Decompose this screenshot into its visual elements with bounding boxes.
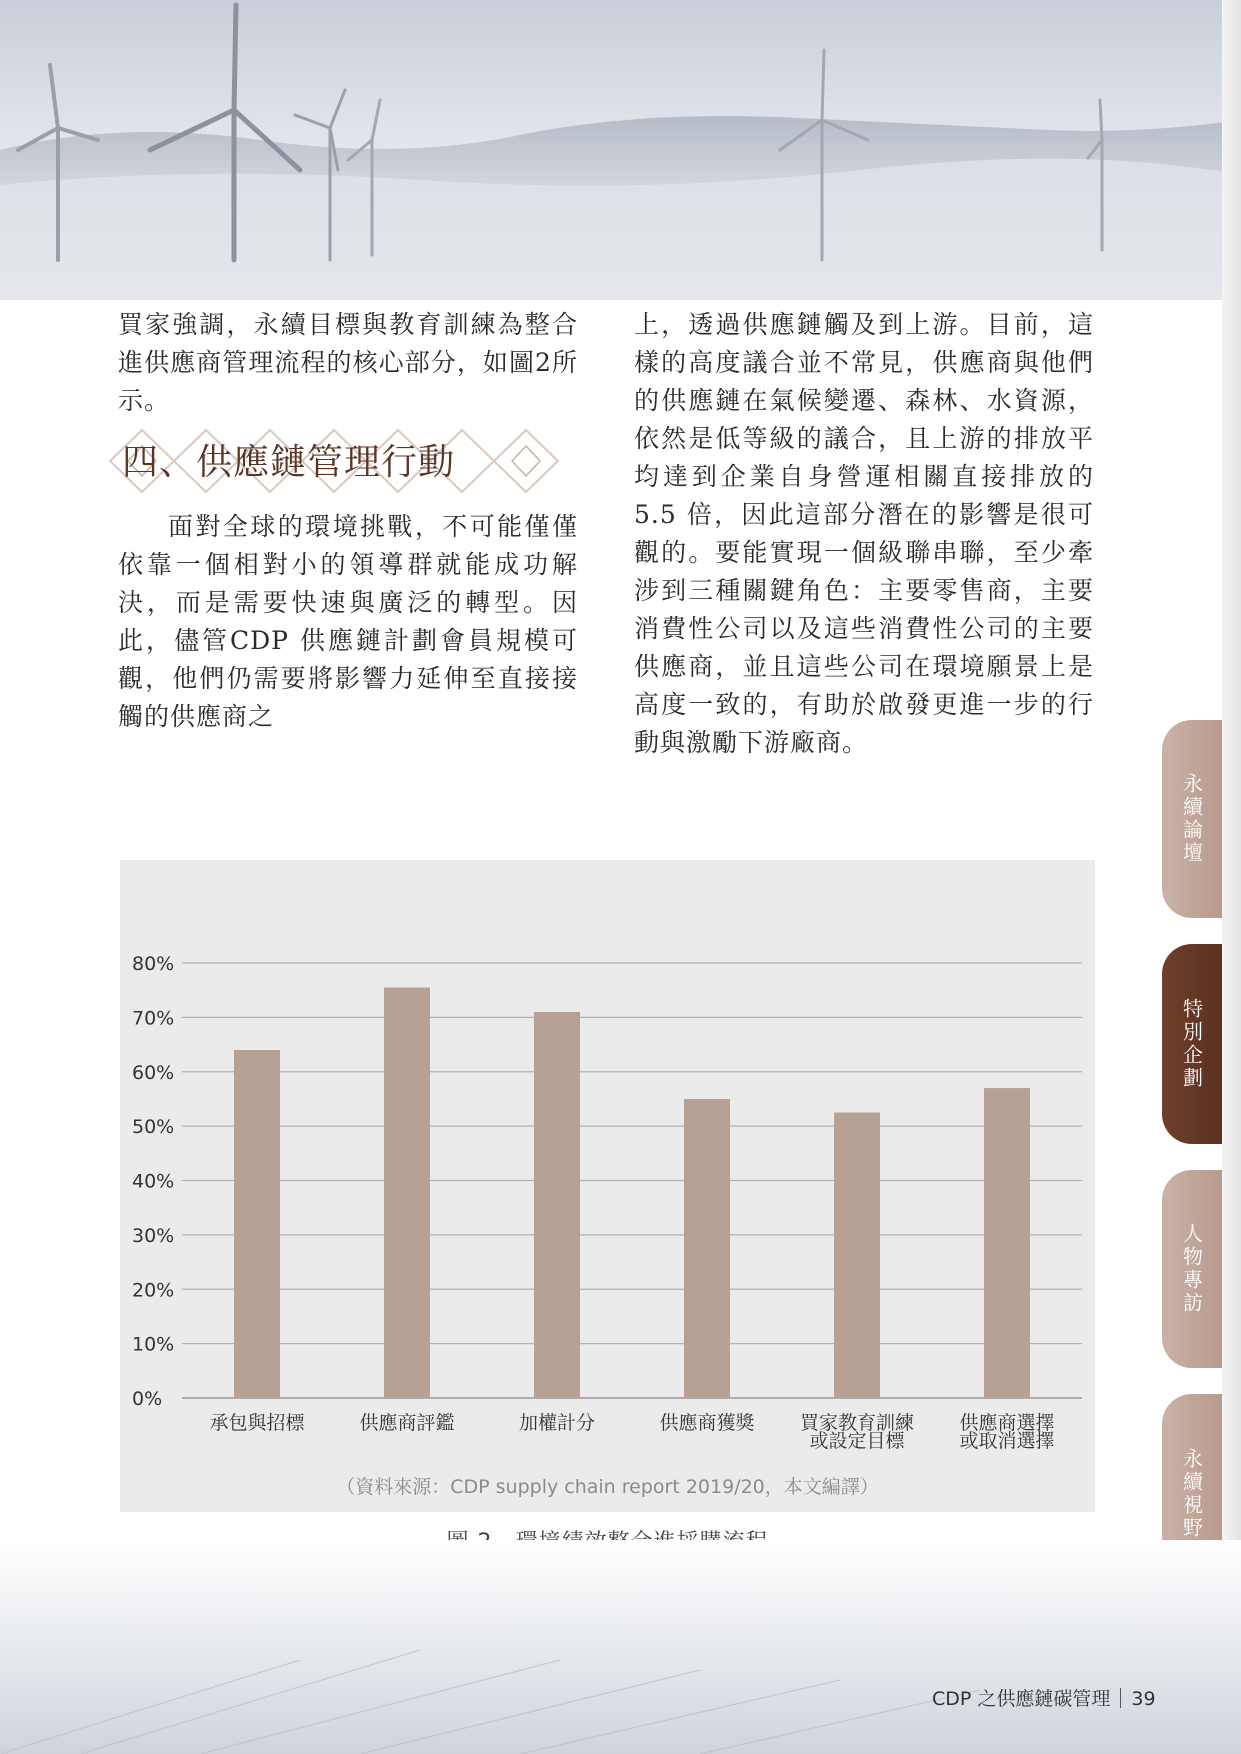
y-tick-label: 50%	[132, 1116, 175, 1139]
intro-paragraph: 買家強調，永續目標與教育訓練為整合進供應商管理流程的核心部分，如圖2所示。	[118, 310, 578, 415]
section-title: 四、供應鏈管理行動	[122, 442, 456, 483]
bar	[684, 1099, 730, 1398]
body-paragraph-continued: 上，透過供應鏈觸及到上游。目前，這樣的高度議合並不常見，供應商與他們的供應鏈在氣候變遷、森林、水資源，依然是低等級的議合，且上游的排放平均達到企業自身營運相關直接排放的 5.5 倍，因此這部分潛在的影響是很可觀的。要能實現一個級聯串聯，至少牽涉到三種關鍵角色：主要零售商，主要消費性公司以及這些消費性公司的主要供應商，並且這些公司在環境願景上是高度一致的，有助於啟發更進一步的行動與激勵下游廠商。	[634, 310, 1094, 757]
y-tick-label: 80%	[132, 953, 175, 975]
y-tick-label: 40%	[132, 1170, 175, 1193]
y-tick-label: 10%	[132, 1333, 175, 1356]
bar	[534, 1012, 580, 1398]
x-category-label: 或設定目標	[809, 1430, 905, 1452]
running-footer-title: CDP 之供應鏈碳管理	[932, 1688, 1111, 1710]
running-footer	[932, 1684, 1156, 1711]
x-category-label: 供應商選擇	[959, 1412, 1055, 1434]
side-tab-label: 永續視野	[1179, 1448, 1204, 1540]
side-tab-sustainability-forum[interactable]	[1162, 720, 1222, 918]
bar	[384, 987, 430, 1398]
bar	[984, 1088, 1030, 1398]
bar-chart	[120, 860, 1095, 1512]
y-tick-label: 70%	[132, 1007, 175, 1030]
side-tab-label: 人物專訪	[1179, 1223, 1204, 1315]
x-category-label: 承包與招標	[209, 1412, 305, 1434]
section-heading	[108, 424, 578, 498]
left-column-body	[118, 508, 578, 736]
right-column-body	[634, 306, 1094, 762]
side-tab-label: 特別企劃	[1179, 998, 1204, 1090]
chart-source-note: （資料來源：CDP supply chain report 2019/20，本文編譯）	[336, 1476, 879, 1498]
side-tab-special-feature[interactable]	[1162, 944, 1222, 1144]
bar	[834, 1113, 880, 1398]
y-tick-label: 20%	[132, 1279, 175, 1302]
x-category-label: 加權計分	[518, 1412, 596, 1434]
x-category-label: 供應商評鑑	[359, 1412, 455, 1434]
y-tick-label: 60%	[132, 1061, 175, 1084]
side-tab-interview[interactable]	[1162, 1170, 1222, 1368]
page-edge-strip	[1222, 0, 1241, 1754]
footer-decorative-image	[0, 1540, 1241, 1754]
bar-chart-svg	[120, 860, 1095, 1460]
x-category-label: 供應商獲獎	[659, 1412, 755, 1434]
x-category-label: 買家教育訓練	[799, 1412, 915, 1434]
header-landscape-image	[0, 0, 1241, 300]
x-category-label: 或取消選擇	[959, 1430, 1055, 1452]
y-tick-label: 30%	[132, 1224, 175, 1247]
page-number: 39	[1131, 1688, 1156, 1710]
left-column-intro	[118, 306, 578, 420]
y-tick-label: 0%	[132, 1388, 163, 1410]
bar	[234, 1050, 280, 1398]
footer-divider	[1120, 1688, 1121, 1708]
side-tab-label: 永續論壇	[1179, 773, 1204, 865]
body-paragraph: 面對全球的環境挑戰，不可能僅僅依靠一個相對小的領導群就能成功解決，而是需要快速與廣泛的轉型。因此，儘管CDP 供應鏈計劃會員規模可觀，他們仍需要將影響力延伸至直接接觸的供應商之	[118, 512, 578, 731]
